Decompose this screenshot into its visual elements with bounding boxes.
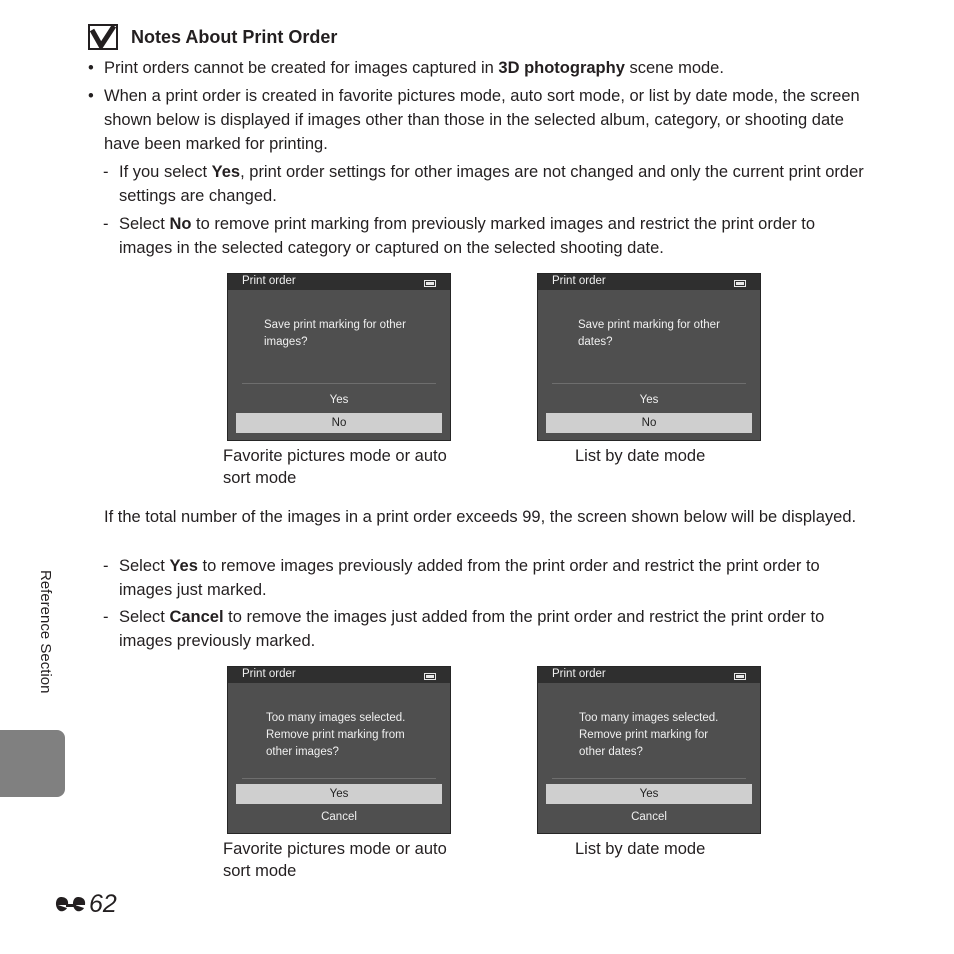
screen-divider [552,778,746,779]
sub-text: Select [119,557,170,575]
section-e-icon [53,890,89,922]
bullet-dot: • [88,59,94,77]
screen-divider [242,383,436,384]
battery-icon [424,673,436,680]
screen-titlebar [538,667,760,683]
screen-caption: List by date mode [575,447,706,465]
bullet-text-after: scene mode. [624,59,724,77]
sub-text-after: , print order settings for other images are not changed and only the current print order settings are changed. [119,163,864,205]
camera-screen-favorites-too-many [227,666,451,834]
side-section-label: Reference Section [37,570,54,694]
option-yes[interactable]: Yes [546,784,752,804]
sub-text-after: to remove images previously added from the print order and restrict the print order to images just marked. [119,557,820,599]
dash-marker: - [103,557,109,575]
sub-bold: Yes [169,557,198,575]
screen-message: Too many images selected. Remove print marking for other dates? [579,712,719,758]
camera-screen-favorites-save [227,273,451,441]
option-yes[interactable]: Yes [236,784,442,804]
screen-title: Print order [552,275,606,287]
sub-text: Select [119,215,170,233]
battery-icon [734,673,746,680]
sub-bold: Cancel [169,608,224,626]
screen-message: Save print marking for other dates? [578,319,720,348]
screen-caption: Favorite pictures mode or auto sort mode [223,447,447,487]
screen-message: Too many images selected. Remove print marking from other images? [266,712,406,758]
bullet-bold: 3D photography [498,59,625,77]
dash-marker: - [103,163,109,181]
page-number-text: 62 [89,890,117,918]
battery-icon [424,280,436,287]
sub-text: Select [119,608,170,626]
screen-divider [242,778,436,779]
screen-caption: List by date mode [575,840,706,858]
screen-titlebar [228,274,450,290]
option-yes[interactable]: Yes [639,394,659,406]
sub-text: If you select [119,163,212,181]
bullet-text: Print orders cannot be created for images captured in [104,59,499,77]
option-no[interactable]: No [236,413,442,433]
screen-titlebar [228,667,450,683]
camera-screen-dates-too-many [537,666,761,834]
sub-text-after: to remove the images just added from the print order and restrict the print order to images previously marked. [119,608,825,650]
option-cancel[interactable]: Cancel [631,811,667,823]
bullet-text: When a print order is created in favorite pictures mode, auto sort mode, or list by date mode, the screen shown below is displayed if images other than those in the selected album, category, or shooting date have been marked for printing. [104,87,860,153]
dash-marker: - [103,215,109,233]
note-heading: Notes About Print Order [131,27,338,47]
sub-text-after: to remove print marking from previously marked images and restrict the print order to images in the selected category or captured on the selected shooting date. [119,215,816,257]
option-yes[interactable]: Yes [329,394,349,406]
screen-divider [552,383,746,384]
option-cancel[interactable]: Cancel [321,811,357,823]
screen-title: Print order [242,275,296,287]
sub-bold: Yes [211,163,241,181]
screen-caption: Favorite pictures mode or auto sort mode [223,840,447,880]
screen-message: Save print marking for other images? [264,319,406,348]
paragraph-limit: If the total number of the images in a print order exceeds 99, the screen shown below will be displayed. [104,508,857,526]
dash-marker: - [103,608,109,626]
camera-screen-dates-save [537,273,761,441]
section-tab [0,730,65,797]
screen-title: Print order [242,668,296,680]
screen-titlebar [538,274,760,290]
option-no[interactable]: No [546,413,752,433]
bullet-dot: • [88,87,94,105]
screen-title: Print order [552,668,606,680]
sub-bold: No [169,215,192,233]
battery-icon [734,280,746,287]
check-note-icon [88,24,118,50]
